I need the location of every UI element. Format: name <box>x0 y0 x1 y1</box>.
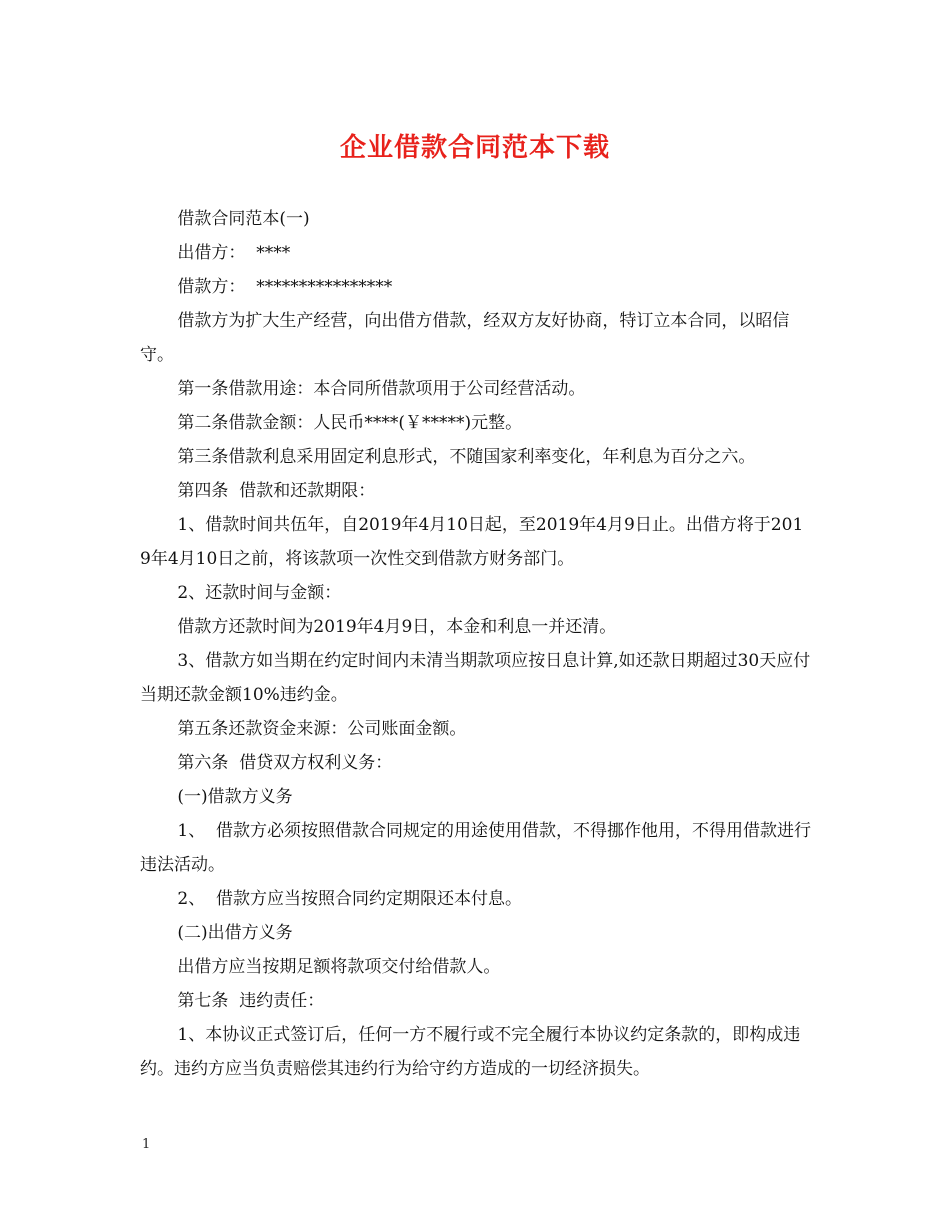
paragraph-lender-duty: 出借方应当按期足额将款项交付给借款人。 <box>177 957 501 977</box>
paragraph-lender: 出借方： **** <box>177 243 291 263</box>
paragraph-borrower-duty-2: 2、 借款方应当按照合同约定期限还本付息。 <box>177 889 523 909</box>
paragraph-article-5: 第五条还款资金来源：公司账面金额。 <box>177 719 467 739</box>
paragraph-article-3: 第三条借款利息采用固定利息形式，不随国家利率变化，年利息为百分之六。 <box>177 447 756 467</box>
document-title: 企业借款合同范本下载 <box>339 133 610 163</box>
paragraph-article-7: 第七条 违约责任： <box>177 991 325 1011</box>
paragraph-article-4-item-3: 3、借款方如当期在约定时间内未清当期款项应按日息计算,如还款日期超过30天应付当期还款金额10%违约金。 <box>140 651 811 705</box>
paragraph-preamble: 借款方为扩大生产经营，向出借方借款，经双方友好协商，特订立本合同，以昭信守。 <box>140 311 790 365</box>
document-body <box>140 202 812 1086</box>
paragraph-heading: 借款合同范本(一) <box>177 209 310 229</box>
paragraph-borrower-duties: (一)借款方义务 <box>177 787 293 807</box>
paragraph-article-6: 第六条 借贷双方权利义务： <box>177 753 393 773</box>
paragraph-article-4-item-2: 2、还款时间与金额： <box>177 583 342 603</box>
paragraph-borrower-duty-1: 1、 借款方必须按照借款合同规定的用途使用借款，不得挪作他用，不得用借款进行违法活动。 <box>140 821 812 875</box>
paragraph-article-4: 第四条 借款和还款期限： <box>177 481 376 501</box>
paragraph-repayment-time: 借款方还款时间为2019年4月9日，本金和利息一并还清。 <box>177 617 617 637</box>
paragraph-article-2: 第二条借款金额：人民币****(￥*****)元整。 <box>177 413 523 433</box>
paragraph-lender-duties: (二)出借方义务 <box>177 923 293 943</box>
paragraph-borrower: 借款方： **************** <box>177 277 393 297</box>
page-number: 1 <box>142 1137 151 1152</box>
paragraph-article-4-item-1: 1、借款时间共伍年，自2019年4月10日起，至2019年4月9日止。出借方将于2019年4月10日之前，将该款项一次性交到借款方财务部门。 <box>140 515 804 569</box>
paragraph-article-7-item-1: 1、本协议正式签订后，任何一方不履行或不完全履行本协议约定条款的，即构成违约。违约方应当负责赔偿其违约行为给守约方造成的一切经济损失。 <box>140 1025 801 1079</box>
paragraph-article-1: 第一条借款用途：本合同所借款项用于公司经营活动。 <box>177 379 586 399</box>
